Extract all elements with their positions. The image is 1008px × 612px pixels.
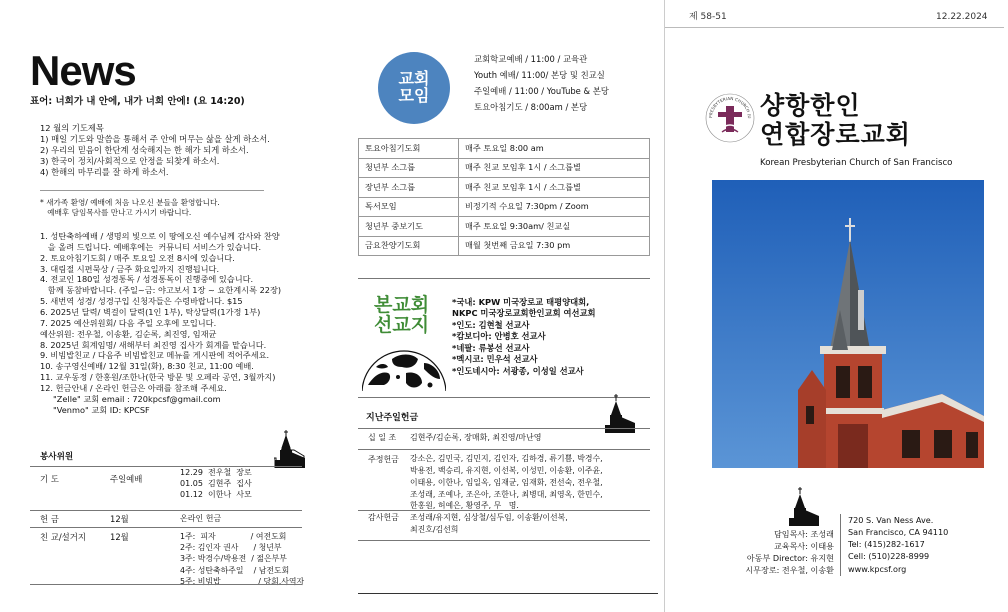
offering-names: 김현주/김순록, 장매화, 최진영/마난영 xyxy=(410,433,542,442)
seal-text: PRESBYTERIAN CHURCH (U xyxy=(707,95,753,119)
notices xyxy=(40,231,281,416)
prayer-item: 4) 한해의 마무리를 잘 하게 하소서. xyxy=(40,166,169,177)
welcome-line: 예배후 담임목사를 만나고 가시기 바랍니다. xyxy=(40,208,192,218)
staff-item: 담임목사: 조성래 xyxy=(773,529,834,539)
worship-item: 교회학교예배 / 11:00 / 교육관 xyxy=(474,54,588,64)
news-title: News xyxy=(30,47,136,94)
staff-item: 시무장로: 전우철, 이송환 xyxy=(745,565,834,576)
mission-title-line: 선교지 xyxy=(374,313,430,336)
service-entry: 01.12 이한나 사모 xyxy=(180,490,252,500)
offering-name-line: 박용전, 백승리, 유지현, 이선복, 이성민, 이송환, 이주윤, xyxy=(410,465,603,475)
meeting-time: 매주 친교 모임후 1시 / 소그룹별 xyxy=(459,158,650,178)
mission-item: *캄보디아: 안병호 선교사 xyxy=(452,331,546,342)
address-line: 720 S. Van Ness Ave. xyxy=(848,515,934,525)
contact-info xyxy=(848,514,948,575)
meeting-name: 청년부 소그룹 xyxy=(359,158,459,178)
phone-line: Tel: (415)282-1617 xyxy=(848,539,925,550)
meeting-time: 비정기적 수요일 7:30pm / Zoom xyxy=(459,197,650,217)
mission-title-line: 본교회 xyxy=(374,294,430,316)
mission-title xyxy=(374,296,429,336)
meeting-schedule-table xyxy=(358,138,650,256)
notice-item: 4. 전교인 180일 성경통독 / 성경통독이 진행중에 있습니다. xyxy=(40,274,254,285)
mission-item: *인도: 김현철 선교사 xyxy=(452,319,530,330)
motto: 표어: 너희가 내 안에, 내가 너희 안에! (요 14:20) xyxy=(30,96,245,107)
service-entry: 1주: 피자 / 여전도회 xyxy=(180,532,287,541)
service-entry: 3주: 박경수/박용전 / 젊은부부 xyxy=(180,554,287,564)
notice-item: 1. 성탄축하예배 / 생명의 빛으로 이 땅에오신 예수님께 감사와 찬양 xyxy=(40,231,280,241)
notice-item: 11. 교우동정 / 한홍원/조한나(한국 방문 및 오페라 공연, 3월까지) xyxy=(40,372,276,383)
offering-names xyxy=(410,512,568,536)
prayer-title: 12 월의 기도제목 xyxy=(40,123,104,133)
earth-globe-icon xyxy=(362,345,446,391)
service-type: 주일예배 xyxy=(110,474,143,484)
notice-item: "Venmo" 교회 ID: KPCSF xyxy=(40,404,150,415)
offering-name-line: 최진호/김선희 xyxy=(410,524,459,534)
offering-name-line: 한홍원, 허예은, 황영주, 무 명. xyxy=(410,501,519,511)
church-silhouette-icon xyxy=(788,486,820,526)
notice-item: 10. 송구영신예배/ 12월 31일(화), 8:30 친교, 11:00 예배. xyxy=(40,361,254,372)
meeting-name: 독서모임 xyxy=(359,197,459,217)
website-link[interactable]: www.kpcsf.org xyxy=(848,563,907,574)
notice-item: 2. 토요아침기도회 / 매주 토요일 오전 8시에 있습니다. xyxy=(40,252,235,263)
table-row xyxy=(359,139,650,159)
offering-title: 지난주일헌금 xyxy=(366,413,419,423)
service-entry: 온라인 헌금 xyxy=(180,514,222,523)
gathering-badge xyxy=(378,52,450,124)
meeting-name: 토요아침기도회 xyxy=(359,139,459,159)
welcome-line: * 새가족 환영/ 예배에 처음 나오신 분들을 환영합니다. xyxy=(40,198,220,207)
mission-item: *네팔: 류봉선 선교사 xyxy=(452,342,530,353)
offering-name-line: 이태용, 이한나, 임일옥, 임재균, 임재화, 전선숙, 전우철, xyxy=(410,477,603,487)
mission-item: NKPC 미국장로교회한인교회 여선교회 xyxy=(452,308,596,319)
service-entry: 2주: 김인자 권사 / 청년부 xyxy=(180,543,282,553)
church-silhouette-icon xyxy=(604,393,636,433)
church-photo xyxy=(712,180,984,468)
service-entry: 12.29 전우철 장로 xyxy=(180,468,252,477)
mission-item: *인도네시아: 서광종, 이성일 선교사 xyxy=(452,365,584,376)
table-row xyxy=(359,197,650,217)
notice-item: 6. 2025년 달력/ 벽걸이 달력(1인 1부), 탁상달력(1가정 1부) xyxy=(40,307,261,318)
offering-label: 십 일 조 xyxy=(368,433,397,442)
welcome-note xyxy=(40,198,220,218)
staff-item: 교육목사: 이태용 xyxy=(773,541,834,552)
address-line: San Francisco, CA 94110 xyxy=(848,527,949,538)
mission-list xyxy=(452,297,596,377)
meeting-time: 매주 토요일 9:30am/ 친교실 xyxy=(459,217,650,237)
offering-name-line: 강소은, 김민국, 김민지, 김인자, 김하경, 류기쁨, 박경수, xyxy=(410,454,603,463)
church-name-ko xyxy=(760,92,911,150)
notice-item: 7. 2025 예산위원회/ 다음 주일 오후에 모입니다. xyxy=(40,317,217,328)
issue-number: 제 58-51 xyxy=(689,12,727,22)
table-row xyxy=(359,158,650,178)
presbyterian-seal-icon xyxy=(704,92,756,144)
worship-times xyxy=(474,52,609,116)
notice-item: 8. 2025년 회계임명/ 새해부터 최진영 집사가 회계를 맡습니다. xyxy=(40,339,267,350)
service-entry: 01.05 김현주 집사 xyxy=(180,479,252,489)
meeting-name: 금요찬양기도회 xyxy=(359,236,459,256)
church-name-line: 연합장로교회 xyxy=(760,119,911,149)
offering-label: 주정헌금 xyxy=(368,455,399,464)
phone-line: Cell: (510)228-8999 xyxy=(848,551,930,562)
prayer-item: 3) 한국이 정치/사회적으로 안정을 되찾게 하소서. xyxy=(40,155,220,166)
mission-item: *멕시코: 민우석 선교사 xyxy=(452,354,538,365)
offering-name-line: 조성래, 조예나, 조은아, 조한나, 최병대, 최영옥, 한민수, xyxy=(410,489,603,499)
mission-item: *국내: KPW 미국장로교 태평양대회, xyxy=(452,297,590,307)
prayer-item: 2) 우리의 믿음이 한단계 성숙해지는 한 해가 되게 하소서. xyxy=(40,144,249,155)
notice-item: 3. 대림절 시편묵상 / 금주 화요일까지 진행됩니다. xyxy=(40,263,220,274)
notice-item: 을 올려 드립니다. 예배후에는 커뮤니티 서비스가 있습니다. xyxy=(40,241,262,252)
meeting-time: 매주 토요일 8:00 am xyxy=(459,139,650,159)
meeting-time: 매월 첫번째 금요일 7:30 pm xyxy=(459,236,650,256)
worship-item: Youth 예배/ 11:00/ 본당 및 친교실 xyxy=(474,69,605,80)
service-label: 헌 금 xyxy=(40,514,59,524)
worship-item: 토요아침기도 / 8:00am / 본당 xyxy=(474,101,588,112)
meeting-time: 매주 친교 모임후 1시 / 소그룹별 xyxy=(459,178,650,198)
prayer-section xyxy=(40,123,270,178)
notice-item: 5. 새번역 성경/ 성경구입 신청자들은 수령바랍니다. $15 xyxy=(40,296,243,307)
table-row xyxy=(359,236,650,256)
staff-list xyxy=(730,528,834,577)
service-entry: 5주: 비빔밥 / 당회,사역자 xyxy=(180,576,305,586)
service-title: 봉사위원 xyxy=(40,452,74,462)
service-type: 12월 xyxy=(110,532,129,542)
notice-item: 9. 비빔밥친교 / 다음주 비빔밥친교 메뉴를 게시판에 적어주세요. xyxy=(40,350,270,361)
gathering-badge-line: 교회 xyxy=(398,69,430,89)
issue-date: 12.22.2024 xyxy=(936,12,988,22)
meeting-name: 청년부 중보기도 xyxy=(359,217,459,237)
service-label: 친 교/설거지 xyxy=(40,532,86,542)
notice-item: "Zelle" 교회 email : 720kpcsf@gmail.com xyxy=(40,393,221,404)
table-row xyxy=(359,178,650,198)
church-silhouette-icon xyxy=(274,428,306,468)
offering-label: 감사헌금 xyxy=(368,513,399,522)
notice-item: 함께 동참바랍니다. (주일~금: 야고보서 1장 ~ 요한계시록 22장) xyxy=(40,285,282,296)
service-entries xyxy=(180,531,304,587)
gathering-badge-line: 모임 xyxy=(398,86,430,105)
prayer-item: 1) 매일 기도와 말씀을 통해서 주 안에 머무는 삶을 살게 하소서. xyxy=(40,133,270,144)
table-row xyxy=(359,217,650,237)
church-name-line: 샹항한인 xyxy=(760,91,861,120)
staff-item: 아동부 Director: 유지현 xyxy=(746,553,834,564)
service-label: 기 도 xyxy=(40,474,59,484)
notice-item: 예산위원: 전우철, 이송환, 김순록, 최진영, 임재균 xyxy=(40,328,217,339)
church-name-en: Korean Presbyterian Church of San Francisco xyxy=(760,158,953,168)
service-entry: 4주: 성탄축하주일 / 남전도회 xyxy=(180,565,290,575)
worship-item: 주일예배 / 11:00 / YouTube & 본당 xyxy=(474,85,609,96)
offering-names xyxy=(410,453,603,512)
service-type: 12월 xyxy=(110,514,129,524)
meeting-name: 장년부 소그룹 xyxy=(359,178,459,198)
offering-name-line: 조성래/유지현, 심상철/심두임, 이송환/이선복, xyxy=(410,513,568,522)
service-entries xyxy=(180,467,252,501)
notice-item: 12. 헌금안내 / 온라인 헌금은 아래를 참조해 주세요. xyxy=(40,383,227,394)
